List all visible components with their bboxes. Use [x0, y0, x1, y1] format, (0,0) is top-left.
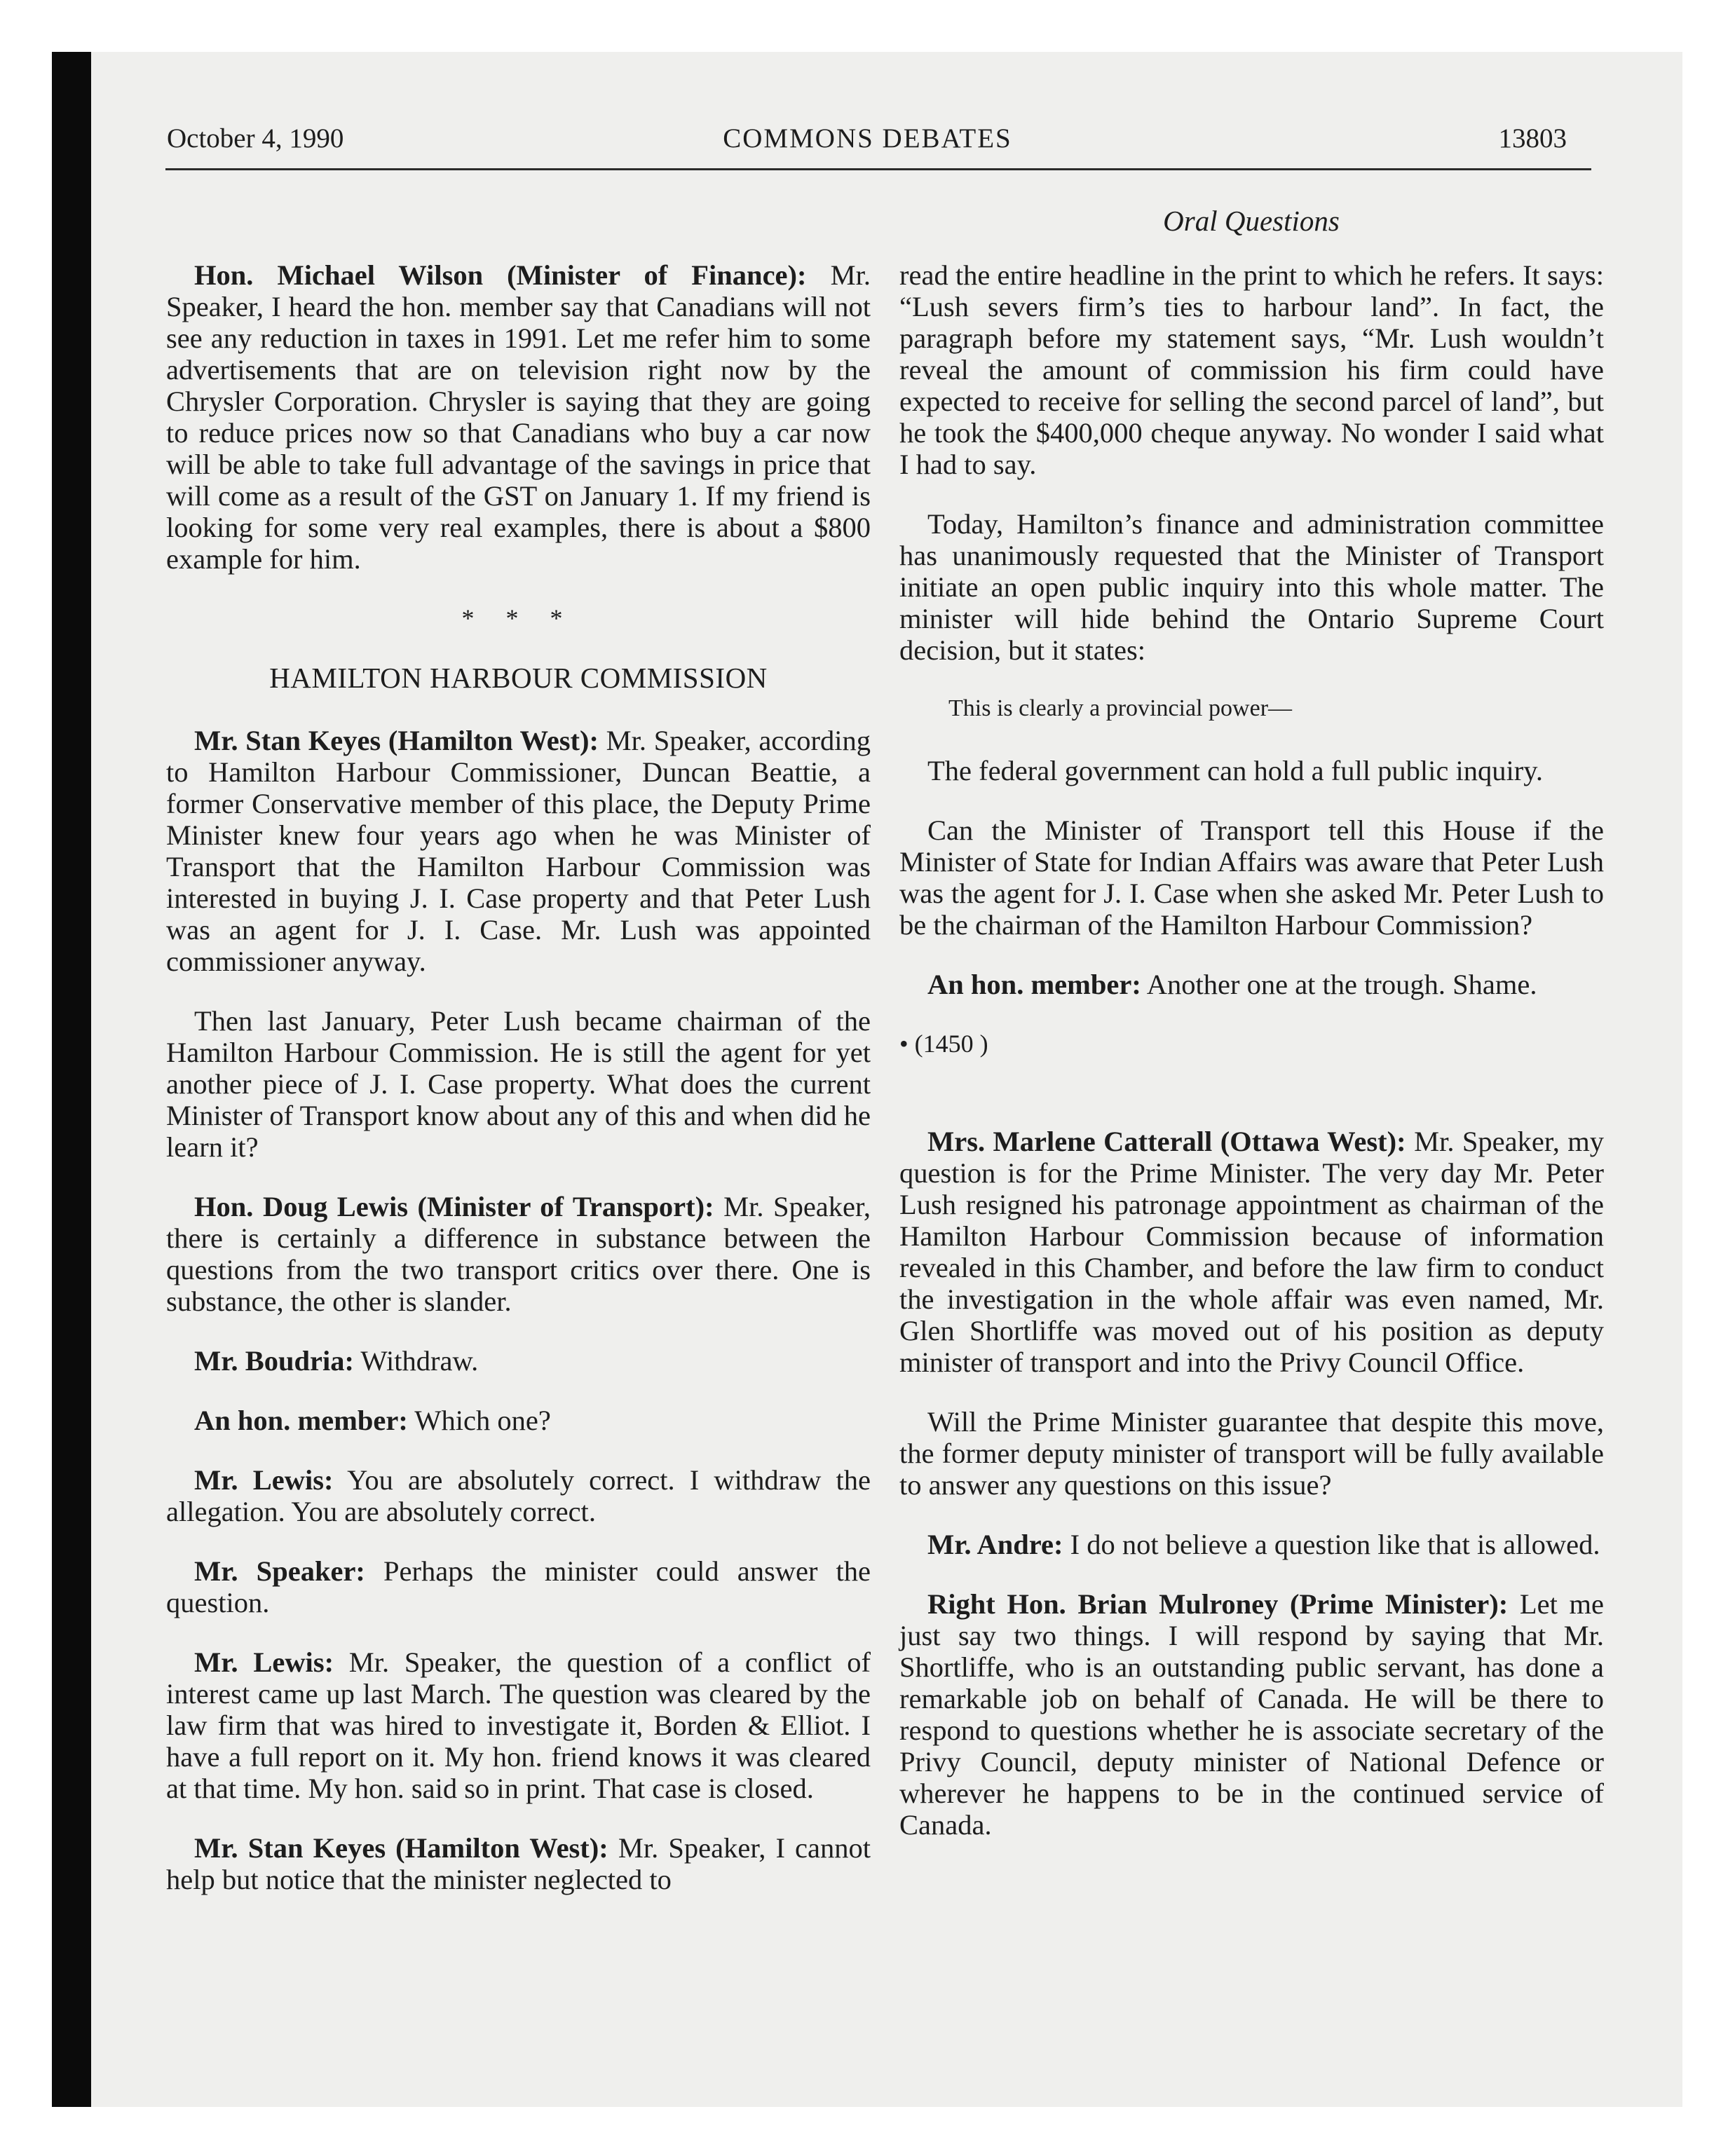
speaker-name: Mr. Speaker: — [194, 1555, 365, 1587]
paragraph — [166, 725, 871, 977]
paragraph: Can the Minister of Transport tell this House if the Minister of State for Indian Affairs was aware that Peter Lush was the agent for J. I. Case when she asked Mr. Peter Lush to be the chairman of the Hamilton Harbour Commission? — [899, 814, 1604, 941]
speaker-name: An hon. member: — [927, 969, 1141, 1000]
speech-text: Mr. Speaker, I cannot help but notice that the minister neglected to — [166, 1832, 871, 1895]
section-separator: * * * — [461, 604, 576, 632]
speaker-name: Mr. Andre: — [927, 1529, 1063, 1560]
paragraph — [166, 1345, 871, 1377]
paragraph — [166, 1832, 871, 1895]
speech-text: Another one at the trough. Shame. — [1146, 969, 1537, 1000]
paragraph: Then last January, Peter Lush became chairman of the Hamilton Harbour Commission. He is still the agent for yet another piece of J. I. Case property. What does the current Minister of Transport know about any of this and when did he learn it? — [166, 1005, 871, 1163]
paragraph — [899, 1588, 1604, 1841]
block-quote: This is clearly a provincial power— — [948, 695, 1293, 721]
speech-text: Perhaps the minister could answer the question. — [166, 1555, 871, 1618]
section-label: Oral Questions — [1163, 205, 1340, 237]
paragraph — [166, 1464, 871, 1527]
speech-text: Mr. Speaker, my question is for the Prime Minister. The very day Mr. Peter Lush resigned his patronage appointment as chairman of the Hamilton Harbour Commission because of information revealed in this Chamber, and before the law firm to conduct the investigation in the whole affair was even named, Mr. Glen Shortliffe was moved out of his position as deputy minister of transport and into the Privy Council Office. — [899, 1126, 1605, 1378]
speaker-name: Mrs. Marlene Catterall (Ottawa West): — [927, 1126, 1406, 1157]
paragraph: The federal government can hold a full public inquiry. — [927, 755, 1543, 786]
right-column — [899, 259, 1604, 1869]
section-heading: HAMILTON HARBOUR COMMISSION — [269, 662, 768, 694]
header-rule — [165, 168, 1591, 170]
paragraph — [899, 1529, 1604, 1560]
speech-text: Let me just say two things. I will respond by saying that Mr. Shortliffe, who is an outstanding public servant, has done a remarkable job on behalf of Canada. He will be there to respond to questions whether he is associate secretary of the Privy Council, deputy minister of National Defence or wherever he happens to be in the continued service of Canada. — [899, 1588, 1604, 1841]
paragraph — [899, 1126, 1604, 1378]
speaker-name: Mr. Stan Keyes (Hamilton West): — [194, 1832, 608, 1864]
speech-text: Which one? — [414, 1405, 551, 1436]
speech-text: I do not believe a question like that is allowed. — [1070, 1529, 1600, 1560]
speech-text: Withdraw. — [360, 1345, 479, 1377]
paragraph — [166, 1555, 871, 1618]
speaker-name: Hon. Doug Lewis (Minister of Transport): — [194, 1191, 714, 1222]
paragraph — [166, 259, 871, 575]
paragraph — [166, 1191, 871, 1317]
paragraph — [899, 969, 1604, 1000]
speaker-name: Hon. Michael Wilson (Minister of Finance): — [194, 259, 807, 291]
speaker-name: Mr. Lewis: — [194, 1464, 334, 1496]
speaker-name: An hon. member: — [194, 1405, 408, 1436]
speech-text: Mr. Speaker, according to Hamilton Harbour Commissioner, Duncan Beattie, a former Conservative member of this place, the Deputy Prime Minister knew four years ago when he was Minister of Transport that the Hamilton Harbour Commission was interested in buying J. I. Case property and that Peter Lush was an agent for J. I. Case. Mr. Lush was appointed commissioner anyway. — [166, 725, 871, 977]
time-marker: • (1450 ) — [899, 1030, 988, 1058]
paragraph: read the entire headline in the print to which he refers. It says: “Lush severs firm’s ties to harbour land”. In fact, the paragraph before my statement says, “Mr. Lush wouldn’t reveal the amount of commission his firm could have expected to receive for selling the second parcel of land”, but he took the $400,000 cheque anyway. No wonder I said what I had to say. — [899, 259, 1604, 480]
header-page-number: 13803 — [1498, 123, 1567, 153]
paragraph: Today, Hamilton’s finance and administration committee has unanimously requested that the Minister of Transport initiate an open public inquiry into this whole matter. The minister will hide behind the Ontario Supreme Court decision, but it states: — [899, 508, 1604, 666]
header-title: COMMONS DEBATES — [723, 123, 1012, 153]
paragraph — [166, 1405, 871, 1436]
left-column — [166, 259, 871, 1923]
speech-text: Mr. Speaker, there is certainly a difference in substance between the questions from the two transport critics over there. One is substance, the other is slander. — [166, 1191, 871, 1317]
speech-text: You are absolutely correct. I withdraw the allegation. You are absolutely correct. — [166, 1464, 871, 1527]
speaker-name: Right Hon. Brian Mulroney (Prime Minister): — [927, 1588, 1509, 1620]
paragraph — [166, 1646, 871, 1804]
paragraph: Will the Prime Minister guarantee that despite this move, the former deputy minister of transport will be fully available to answer any questions on this issue? — [899, 1406, 1604, 1501]
header-date: October 4, 1990 — [167, 123, 344, 153]
speaker-name: Mr. Lewis: — [194, 1646, 334, 1678]
speaker-name: Mr. Boudria: — [194, 1345, 355, 1377]
speech-text: Mr. Speaker, the question of a conflict of interest came up last March. The question was cleared by the law firm that was hired to investigate it, Borden & Elliot. I have a full report on it. My hon. friend knows it was cleared at that time. My hon. said so in print. That case is closed. — [166, 1646, 871, 1804]
speech-text: Mr. Speaker, I heard the hon. member say that Canadians will not see any reduction in taxes in 1991. Let me refer him to some advertisements that are on television right now by the Chrysler Corporation. Chrysler is saying that they are going to reduce prices now so that Canadians who buy a car now will be able to take full advantage of the savings in price that will come as a result of the GST on January 1. If my friend is looking for some very real examples, there is about a $800 example for him. — [166, 259, 871, 575]
speaker-name: Mr. Stan Keyes (Hamilton West): — [194, 725, 599, 756]
